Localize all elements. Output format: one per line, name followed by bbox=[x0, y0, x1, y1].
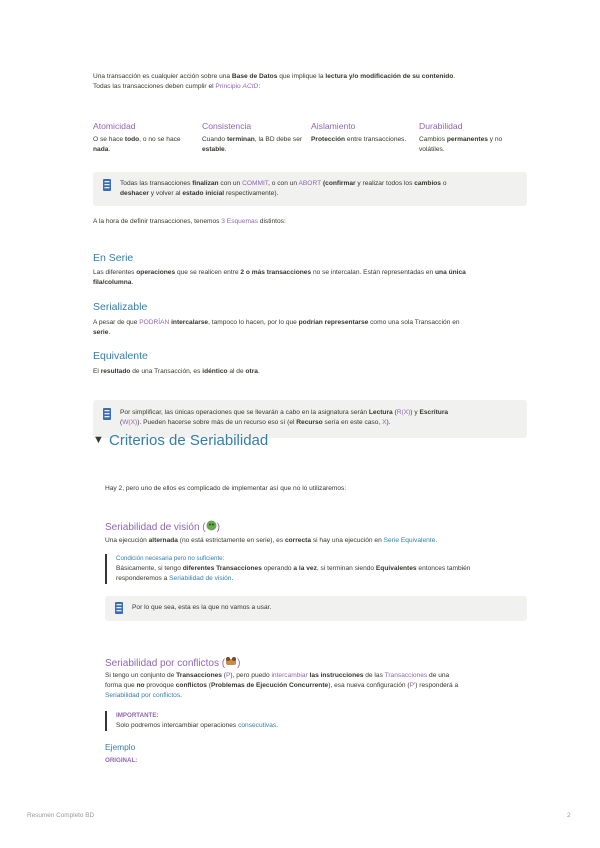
intro-paragraph: Una transacción es cualquier acción sobre una Base de Datos que implique la lectura y/o modificación de su contenido. Todas las transacciones deben cumplir el Principio ACID: bbox=[93, 73, 456, 90]
vision-quote: Condición necesaria pero no suficiente: Básicamente, si tengo diferentes Transacciones operando a la vez, si terminan siendo Equivalentes entonces también responderemos a Seriabilidad de visión. bbox=[105, 554, 528, 584]
acid-column-aislamiento bbox=[311, 121, 411, 145]
acid-title: Atomicidad bbox=[93, 121, 136, 131]
heading-conflictos: Seriabilidad por conflictos ( ) bbox=[105, 658, 241, 669]
heading-vision: Seriabilidad de visión ( ) bbox=[105, 522, 220, 533]
vision-callout bbox=[105, 596, 527, 621]
acid-column-consistencia bbox=[202, 121, 307, 155]
equivalente-text: El resultado de una Transacción, es idéntico al de otra. bbox=[93, 368, 260, 375]
callout-text: Por lo que sea, esta es la que no vamos a usar. bbox=[132, 604, 272, 611]
acid-title: Aislamiento bbox=[311, 121, 356, 131]
acid-column-atomicidad bbox=[93, 121, 193, 155]
heading-serializable: Serializable bbox=[93, 301, 148, 313]
page-number: 2 bbox=[567, 812, 571, 819]
conflictos-quote: IMPORTANTE: Solo podremos intercambiar operaciones consecutivas. bbox=[105, 711, 528, 731]
serializable-text: A pesar de que PODRÍAN intercalarse, tampoco lo hacen, por lo que podrían representarse como una sola Transacción en serie. bbox=[93, 319, 460, 336]
database-icon bbox=[102, 408, 112, 420]
callout-text: Por simplificar, las únicas operaciones que se llevarán a cabo en la asignatura serán Lectura (R(X)) y Escritura (W(X)). Pueden hacerse sobre más de un recurso eso sí (el Recurso sería en este caso, X). bbox=[120, 409, 449, 426]
acid-text: Protección entre transacciones. bbox=[311, 136, 407, 143]
acid-column-durabilidad bbox=[419, 121, 524, 155]
footer-title: Resumen Completo BD bbox=[27, 812, 95, 819]
acid-text: O se hace todo, o no se hace nada. bbox=[93, 136, 181, 153]
acid-title: Durabilidad bbox=[419, 121, 463, 131]
heading-equivalente: Equivalente bbox=[93, 350, 148, 362]
en-serie-text: Las diferentes operaciones que se realicen entre 2 o más transacciones no se intercalan. Están representadas en una única fila/columna. bbox=[93, 269, 466, 286]
database-icon bbox=[114, 602, 124, 614]
commit-abort-callout bbox=[93, 172, 527, 206]
heading-criterios: Criterios de Seriabilidad bbox=[109, 432, 269, 449]
original-label: ORIGINAL: bbox=[105, 757, 138, 764]
callout-text: Todas las transacciones finalizan con un COMMIT, o con un ABORT (confirmar y realizar todos los cambios o deshacer y volver al estado inicial respectivamente). bbox=[120, 180, 447, 197]
acid-title: Consistencia bbox=[202, 121, 252, 131]
heading-ejemplo: Ejemplo bbox=[105, 742, 136, 752]
acid-text: Cambios permanentes y no volátiles. bbox=[419, 136, 503, 153]
toggle-arrow-icon[interactable]: ▼ bbox=[93, 434, 104, 446]
criterios-text: Hay 2, pero uno de ellos es complicado de implementar así que no lo utilizaremos: bbox=[105, 485, 347, 492]
vision-text: Una ejecución alternada (no está estrictamente en serie), es correcta si hay una ejecución en Serie Equivalente. bbox=[105, 537, 438, 544]
database-icon bbox=[102, 179, 112, 191]
eye-emoji-icon bbox=[206, 520, 217, 531]
heading-en-serie: En Serie bbox=[93, 252, 134, 264]
criterios-toggle[interactable] bbox=[93, 432, 533, 454]
conflictos-text: Si tengo un conjunto de Transacciones (P), pero puedo intercambiar las instrucciones de las Transacciones de una forma que no provoque conflictos (Problemas de Ejecución Concurrente), esa nueva configuración (P') responderá a Seriabilidad por conflictos. bbox=[105, 672, 459, 699]
fighting-emoji-icon bbox=[225, 656, 237, 667]
schemes-text: A la hora de definir transacciones, tenemos 3 Esquemas distintos: bbox=[93, 218, 286, 225]
acid-text: Cuando terminan, la BD debe ser estable. bbox=[202, 136, 303, 153]
